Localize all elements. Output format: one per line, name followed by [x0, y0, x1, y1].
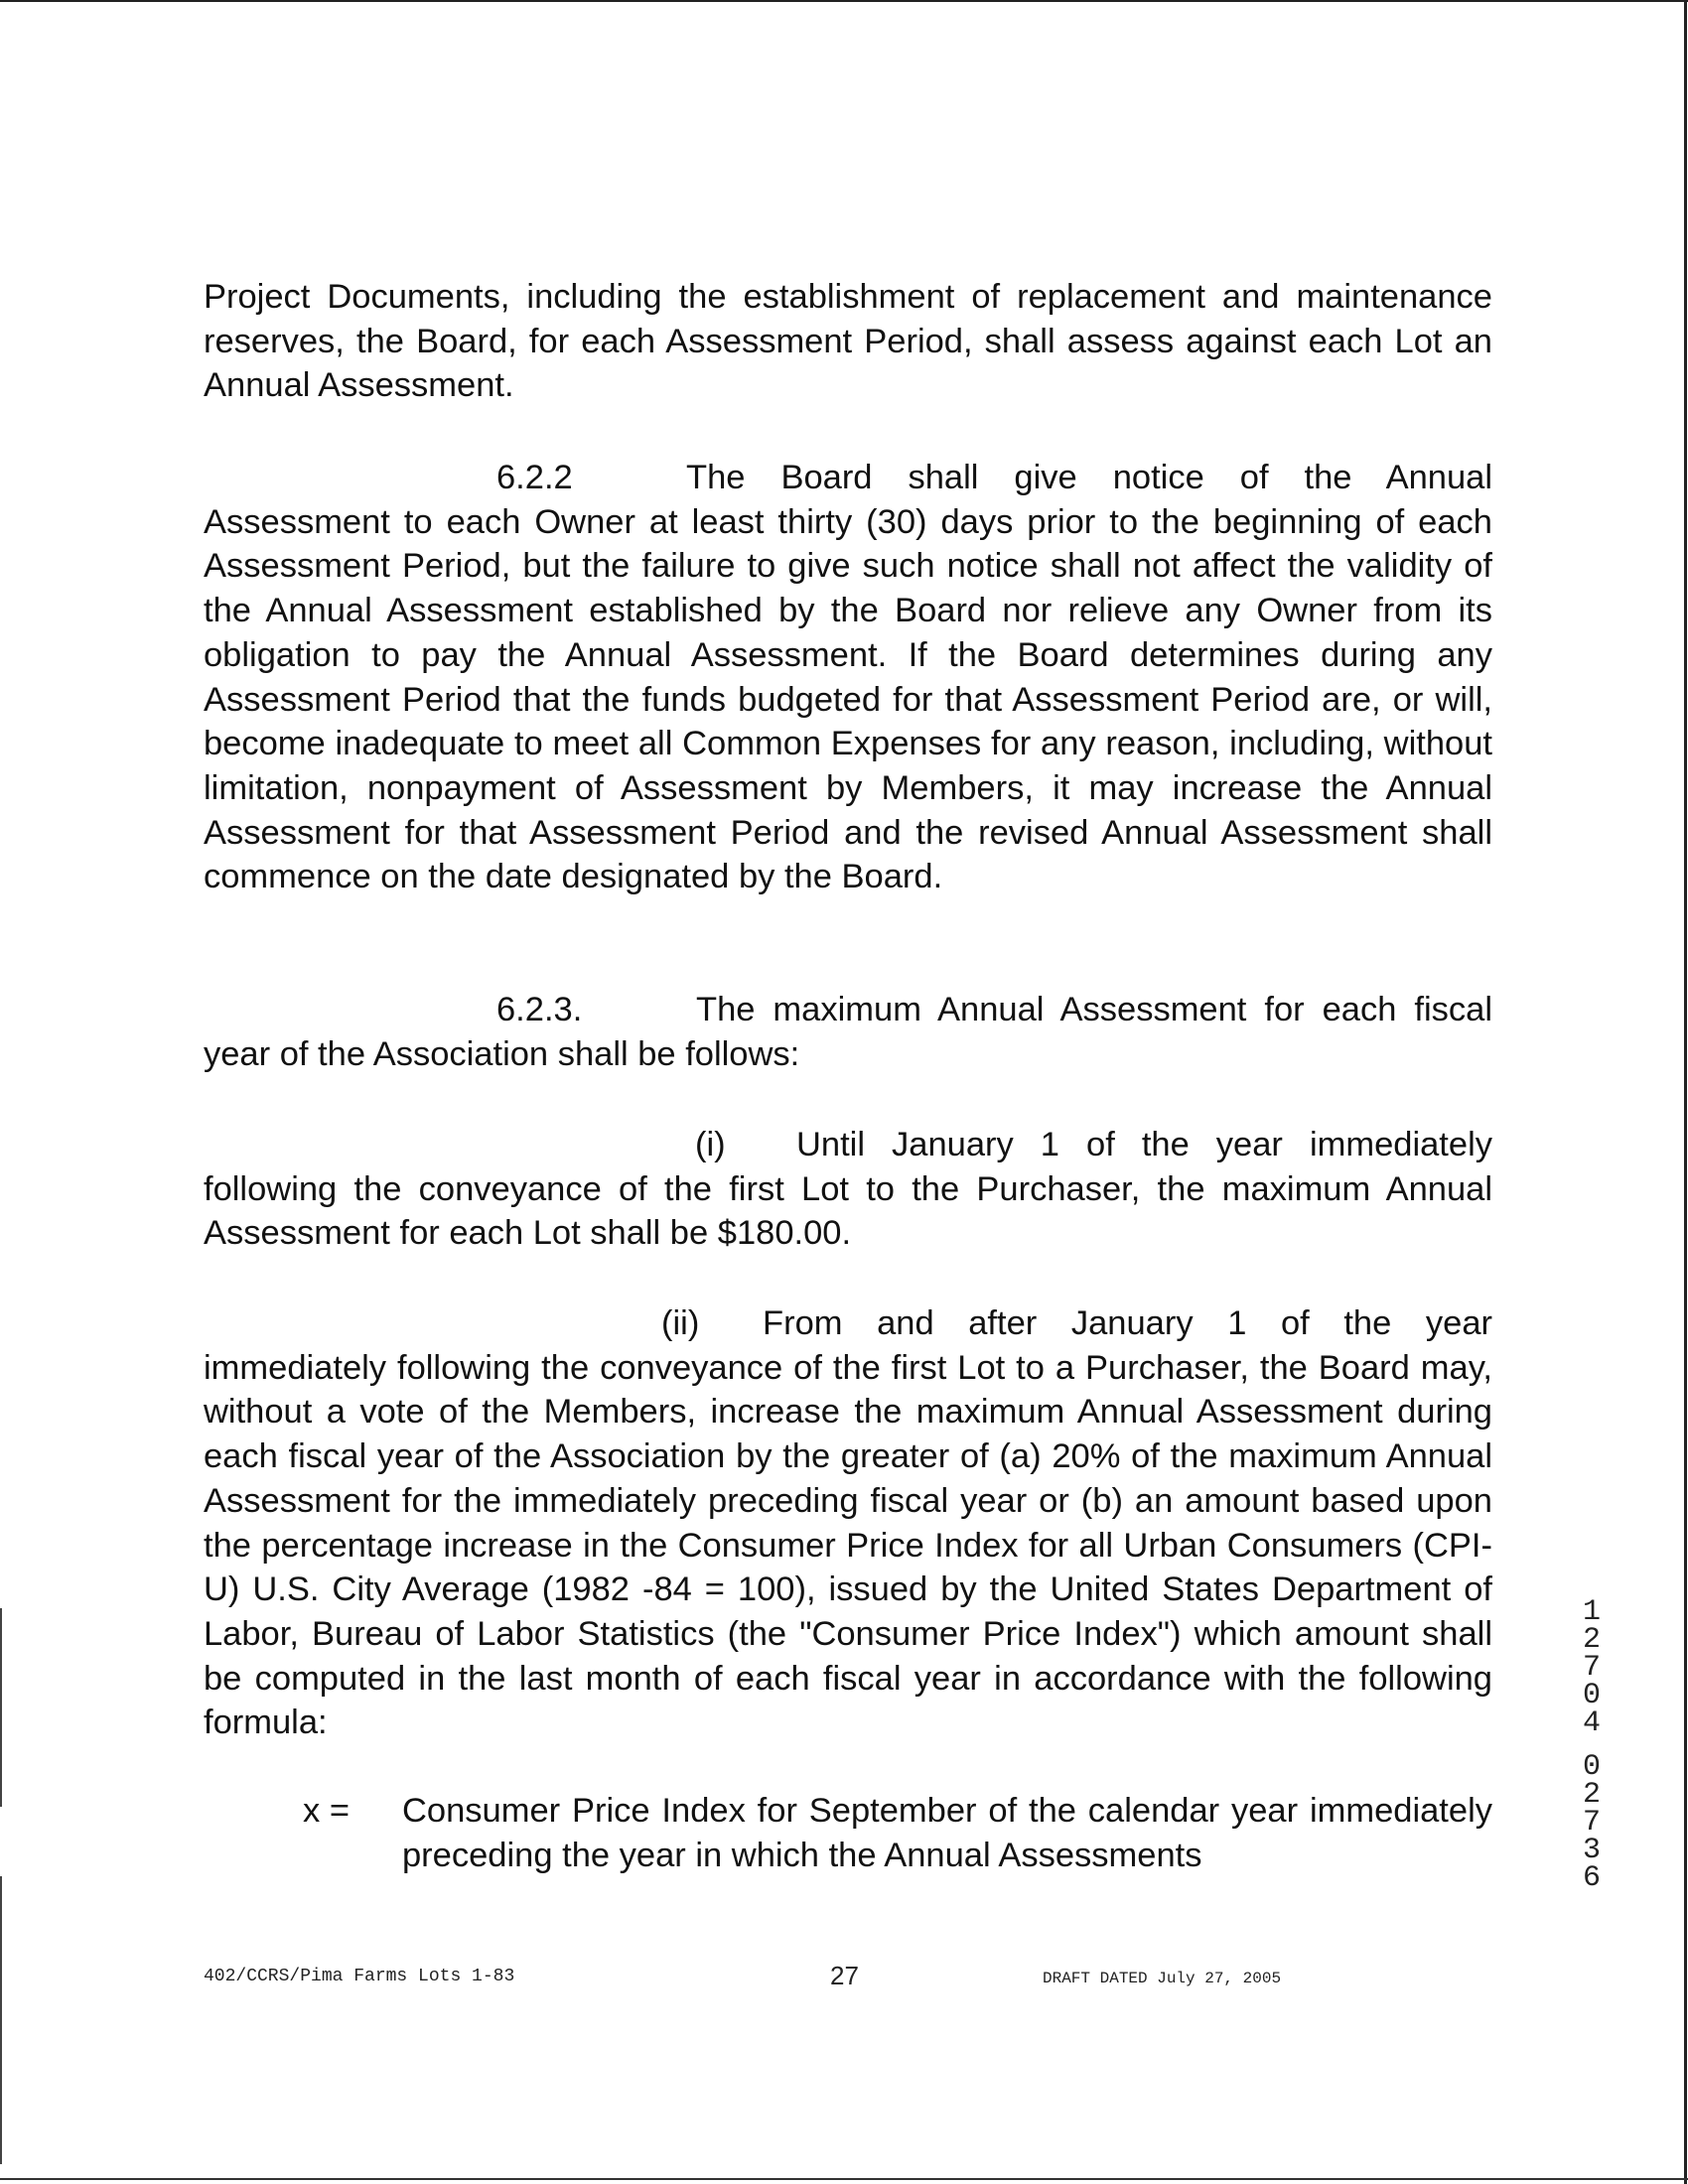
- stamp-line-2: [1577, 1750, 1607, 1895]
- page-bottom-edge: [0, 2178, 1688, 2180]
- stamp-digit: 6: [1582, 1861, 1601, 1895]
- section-6-2-3: [204, 988, 1492, 1076]
- formula-definition-text: Consumer Price Index for September of the calendar year immediately preceding the year in which the Annual Assessments: [402, 1792, 1492, 1874]
- stamp-digit: 1: [1582, 1595, 1601, 1629]
- footer-page-number: 27: [830, 1961, 859, 1990]
- section-number: 6.2.3.: [496, 991, 583, 1028]
- item-text: From and after January 1 of the year immediately following the conveyance of the first Lot to a Purchaser, the Board may, without a vote of the Members, increase the maximum Annual Assessment during each fiscal year of the Association by the greater of (a) 20% of the maximum Annual Assessment for the immediately preceding fiscal year or (b) an amount based upon the percentage increase in the Consumer Price Index for all Urban Consumers (CPI-U) U.S. City Average (1982 -84 = 100), issued by the United States Department of Labor, Bureau of Labor Statistics (the "Consumer Price Index") which amount shall be computed in the last month of each fiscal year in accordance with the following formula:: [204, 1304, 1492, 1742]
- item-ii: [204, 1301, 1492, 1745]
- item-i: [204, 1123, 1492, 1256]
- stamp-digit: 0: [1582, 1750, 1601, 1784]
- page-left-edge: [0, 1608, 2, 1807]
- section-text: The Board shall give notice of the Annual Assessment to each Owner at least thirty (30) days prior to the beginning of each Assessment Period, but the failure to give such notice shall not affect the validity of the Annual Assessment established by the Board nor relieve any Owner from its obligation to pay the Annual Assessment. If the Board determines during any Assessment Period that the funds budgeted for that Assessment Period are, or will, become inadequate to meet all Common Expenses for any reason, including, without limitation, nonpayment of Assessment by Members, it may increase the Annual Assessment for that Assessment Period and the revised Annual Assessment shall commence on the date designated by the Board.: [204, 459, 1492, 896]
- stamp-digit: 4: [1582, 1706, 1601, 1740]
- item-number: (i): [695, 1126, 726, 1163]
- item-text: Until January 1 of the year immediately following the conveyance of the first Lot to the Purchaser, the maximum Annual Assessment for each Lot shall be $180.00.: [204, 1126, 1492, 1253]
- footer-file-reference: 402/CCRS/Pima Farms Lots 1-83: [204, 1967, 515, 1986]
- page-right-edge: [1684, 0, 1687, 2184]
- stamp-digit: 2: [1582, 1623, 1601, 1657]
- section-6-2-2: [204, 456, 1492, 899]
- section-text: The maximum Annual Assessment for each fiscal year of the Association shall be follows:: [204, 991, 1492, 1073]
- intro-paragraph: Project Documents, including the establishment of replacement and maintenance reserves, the Board, for each Assessment Period, shall assess against each Lot an Annual Assessment.: [204, 278, 1492, 405]
- recording-stamp: [1577, 1595, 1607, 1895]
- stamp-digit: 7: [1582, 1806, 1601, 1840]
- footer-draft-date: DRAFT DATED July 27, 2005: [1043, 1970, 1282, 1987]
- stamp-digit: 3: [1582, 1834, 1601, 1867]
- item-number: (ii): [661, 1304, 700, 1342]
- formula-definition: [303, 1789, 1492, 1874]
- page-left-edge: [0, 1876, 2, 2164]
- section-number: 6.2.2: [496, 459, 573, 496]
- page-top-edge: [0, 0, 1688, 2]
- stamp-digit: 2: [1582, 1778, 1601, 1812]
- stamp-digit: 7: [1582, 1651, 1601, 1685]
- formula-variable: x =: [303, 1792, 350, 1830]
- stamp-line-1: [1577, 1595, 1607, 1740]
- stamp-digit: 0: [1582, 1679, 1601, 1712]
